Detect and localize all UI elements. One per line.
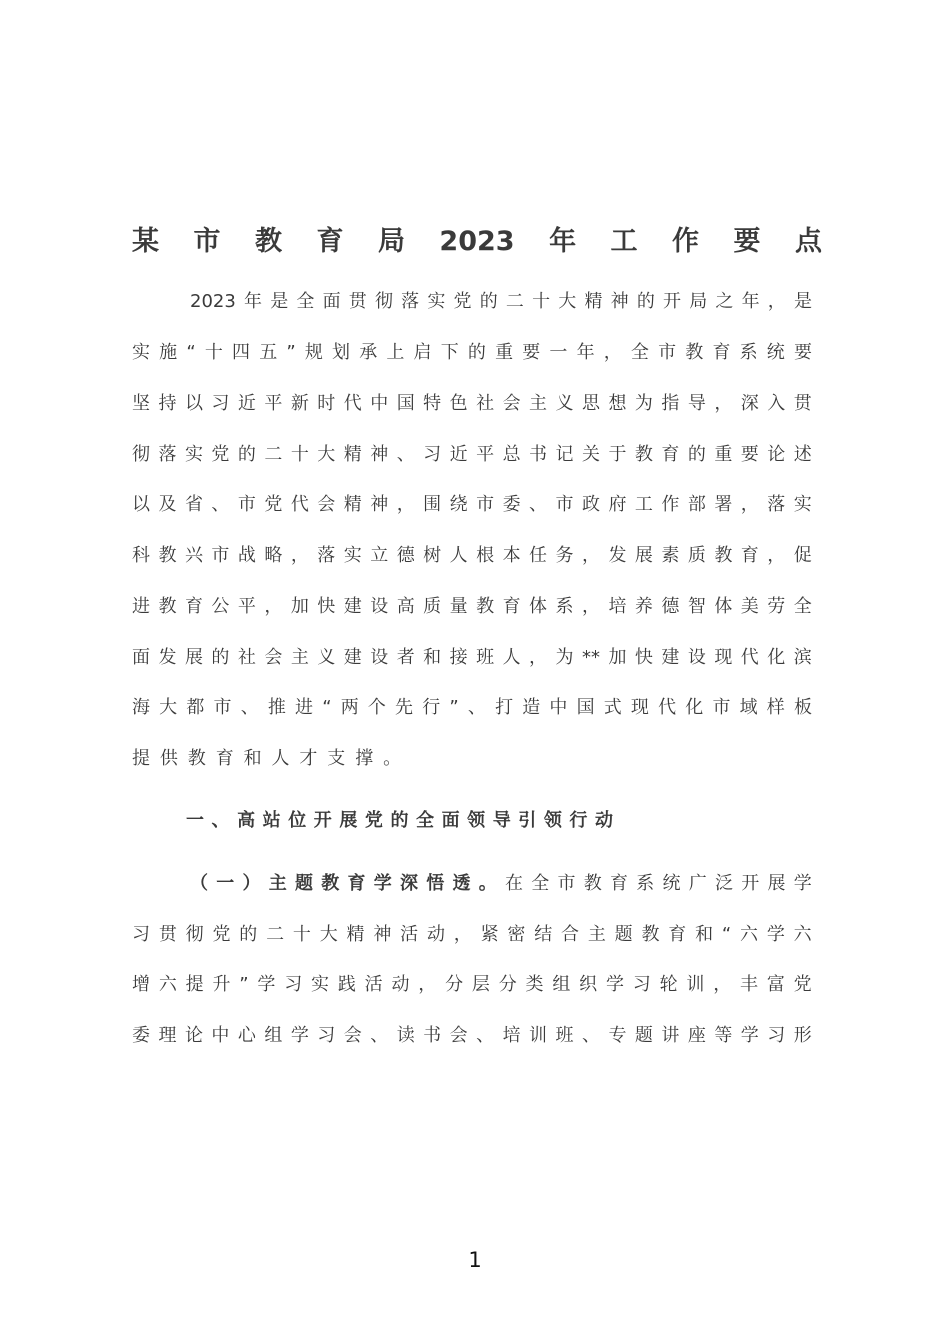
- intro-line: 海 大 都 市 、 推 进 “ 两 个 先 行 ” 、 打 造 中 国 式 现 代 化 市 域 样 板: [132, 697, 812, 718]
- intro-line: 实 施 “ 十 四 五 ” 规 划 承 上 启 下 的 重 要 一 年 ， 全 市 教 育 系 统 要: [132, 342, 812, 363]
- intro-line: 坚 持 以 习 近 平 新 时 代 中 国 特 色 社 会 主 义 思 想 为 指 导 ， 深 入 贯: [132, 393, 812, 414]
- intro-line: 面 发 展 的 社 会 主 义 建 设 者 和 接 班 人 ， 为 ** 加 快 建 设 现 代 化 滨: [132, 647, 812, 668]
- subsection-line: 增 六 提 升 ” 学 习 实 践 活 动 ， 分 层 分 类 组 织 学 习 轮 训 ， 丰 富 党: [132, 974, 812, 995]
- intro-line: 进 教 育 公 平 ， 加 快 建 设 高 质 量 教 育 体 系 ， 培 养 德 智 体 美 劳 全: [132, 596, 812, 617]
- intro-line: 彻 落 实 党 的 二 十 大 精 神 、 习 近 平 总 书 记 关 于 教 育 的 重 要 论 述: [132, 444, 812, 465]
- document-title: 某 市 教 育 局 2023 年 工 作 要 点: [132, 226, 822, 257]
- intro-line: 科 教 兴 市 战 略 ， 落 实 立 德 树 人 根 本 任 务 ， 发 展 素 质 教 育 ， 促: [132, 545, 812, 566]
- subsection-line: 习 贯 彻 党 的 二 十 大 精 神 活 动 ， 紧 密 结 合 主 题 教 育 和 “ 六 学 六: [132, 924, 812, 945]
- intro-line: 提供教育和人才支撑。: [132, 748, 411, 769]
- intro-line: 以 及 省 、 市 党 代 会 精 神 ， 围 绕 市 委 、 市 政 府 工 作 部 署 ， 落 实: [132, 494, 812, 515]
- subsection-line: 委 理 论 中 心 组 学 习 会 、 读 书 会 、 培 训 班 、 专 题 讲 座 等 学 习 形: [132, 1025, 812, 1046]
- page-number: 1: [468, 1248, 482, 1272]
- section-heading: 一、高站位开展党的全面领导引领行动: [186, 810, 621, 831]
- intro-line: 2023 年 是 全 面 贯 彻 落 实 党 的 二 十 大 精 神 的 开 局 之 年 ， 是: [190, 291, 812, 312]
- subsection-first-line: （ 一 ） 主 题 教 育 学 深 悟 透 。 在 全 市 教 育 系 统 广 泛 开 展 学: [190, 873, 812, 894]
